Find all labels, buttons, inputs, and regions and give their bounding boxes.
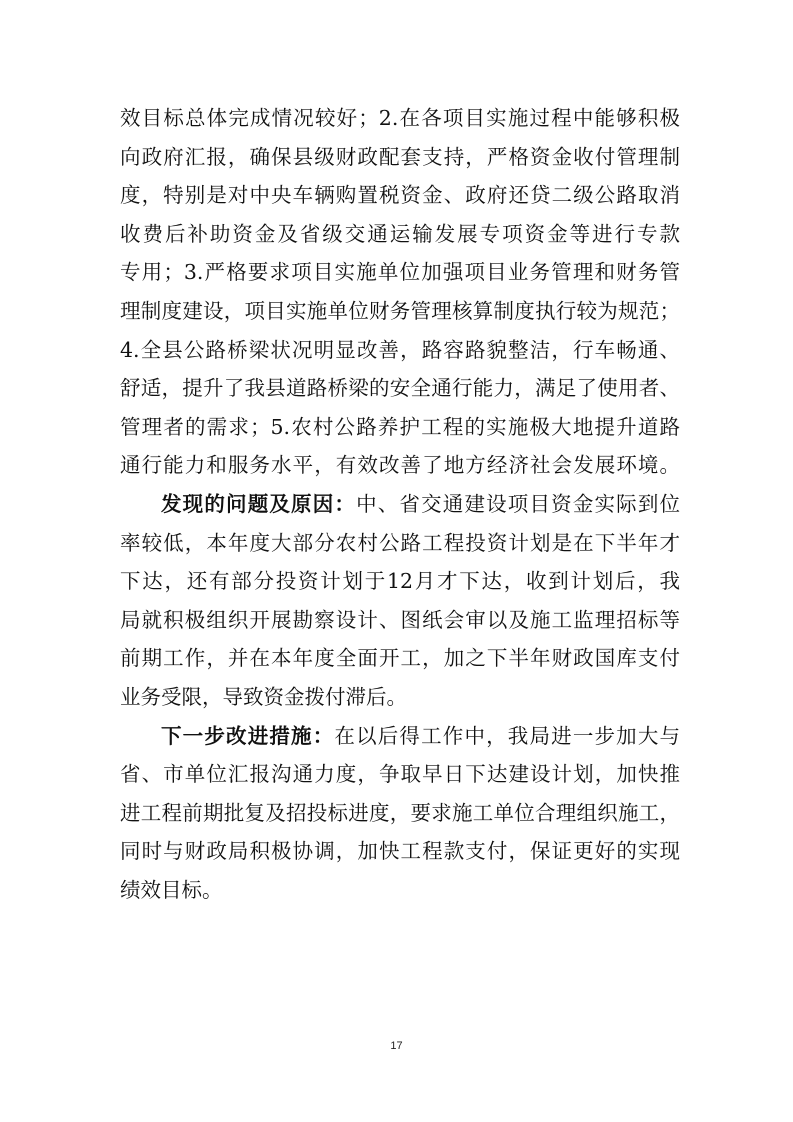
- document-body: [120, 99, 680, 909]
- text-line: 理制度建设，项目实施单位财务管理核算制度执行较为规范；: [120, 298, 680, 323]
- text-line: 进工程前期批复及招投标进度，要求施工单位合理组织施工，: [120, 800, 680, 825]
- page-number: 17: [390, 1040, 403, 1052]
- section-heading-improvements: 下一步改进措施：: [161, 723, 335, 748]
- text-span: 在以后得工作中，我局进一步加大与: [334, 723, 681, 748]
- text-line: 业务受限，导致资金拨付滞后。: [120, 684, 407, 709]
- text-line: 率较低，本年度大部分农村公路工程投资计划是在下半年才: [120, 530, 680, 555]
- text-line: 4.全县公路桥梁状况明显改善，路容路貌整洁，行车畅通、: [120, 337, 680, 362]
- text-line: 下达，还有部分投资计划于12月才下达，收到计划后，我: [120, 569, 680, 594]
- text-line: 同时与财政局积极协调，加快工程款支付，保证更好的实现: [120, 839, 680, 864]
- text-line: 舒适，提升了我县道路桥梁的安全通行能力，满足了使用者、: [120, 376, 680, 401]
- paragraph-improvements: [120, 717, 680, 910]
- text-line: 专用；3.严格要求项目实施单位加强项目业务管理和财务管: [120, 260, 680, 285]
- text-line: [120, 485, 680, 524]
- text-line: 度，特别是对中央车辆购置税资金、政府还贷二级公路取消: [120, 183, 680, 208]
- text-line: 通行能力和服务水平，有效改善了地方经济社会发展环境。: [120, 453, 680, 478]
- paragraph-achievements: [120, 99, 680, 485]
- text-line: 收费后补助资金及省级交通运输发展专项资金等进行专款: [120, 221, 680, 246]
- paragraph-problems: [120, 485, 680, 717]
- text-line: 绩效目标。: [120, 877, 223, 902]
- text-line: 管理者的需求；5.农村公路养护工程的实施极大地提升道路: [120, 414, 680, 439]
- text-line: [120, 717, 680, 756]
- text-line: 向政府汇报，确保县级财政配套支持，严格资金收付管理制: [120, 144, 680, 169]
- text-span: 中、省交通建设项目资金实际到位: [356, 491, 681, 516]
- text-line: 前期工作，并在本年度全面开工，加之下半年财政国库支付: [120, 646, 680, 671]
- section-heading-problems: 发现的问题及原因：: [161, 491, 357, 516]
- text-line: 局就积极组织开展勘察设计、图纸会审以及施工监理招标等: [120, 607, 680, 632]
- text-line: 省、市单位汇报沟通力度，争取早日下达建设计划，加快推: [120, 762, 680, 787]
- text-line: 效目标总体完成情况较好；2.在各项目实施过程中能够积极: [120, 106, 680, 130]
